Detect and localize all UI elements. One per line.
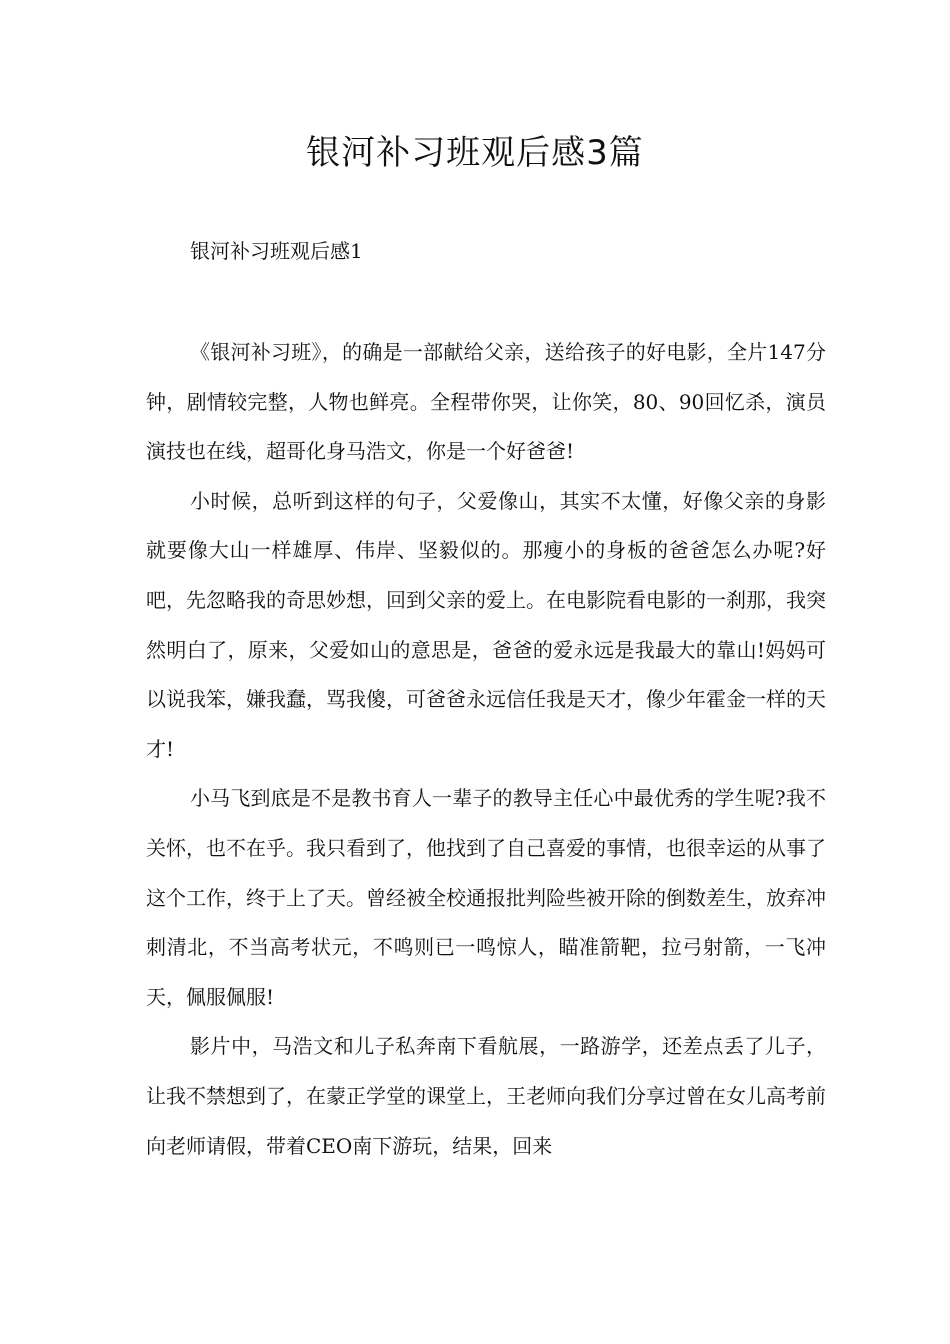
- section-subtitle: 银河补习班观后感1: [190, 239, 363, 263]
- paragraph-2: 小时候，总听到这样的句子，父爱像山，其实不太懂，好像父亲的身影就要像大山一样雄厚、伟岸、坚毅似的。那瘦小的身板的爸爸怎么办呢?好吧，先忽略我的奇思妙想，回到父亲的爱上。在电影院看电影的一刹那，我突然明白了，原来，父爱如山的意思是，爸爸的爱永远是我最大的靠山!妈妈可以说我笨，嫌我蠢，骂我傻，可爸爸永远信任我是天才，像少年霍金一样的天才!: [146, 488, 826, 761]
- document-title: 银河补习班观后感3篇: [306, 133, 644, 173]
- paragraph-3: 小马飞到底是不是教书育人一辈子的教导主任心中最优秀的学生呢?我不关怀，也不在乎。我只看到了，他找到了自己喜爱的事情，也很幸运的从事了这个工作，终于上了天。曾经被全校通报批判险些被开除的倒数差生，放弃冲刺清北，不当高考状元，不鸣则已一鸣惊人，瞄准箭靶，拉弓射箭，一飞冲天，佩服佩服!: [146, 786, 826, 1009]
- paragraph-4: 影片中，马浩文和儿子私奔南下看航展，一路游学，还差点丢了儿子，让我不禁想到了，在蒙正学堂的课堂上，王老师向我们分享过曾在女儿高考前向老师请假，带着CEO南下游玩，结果，回来: [146, 1034, 826, 1158]
- paragraph-1: 《银河补习班》，的确是一部献给父亲，送给孩子的好电影，全片147分钟，剧情较完整，人物也鲜亮。全程带你哭，让你笑，80、90回忆杀，演员演技也在线，超哥化身马浩文，你是一个好爸爸!: [146, 340, 826, 464]
- document-body: [146, 328, 826, 1171]
